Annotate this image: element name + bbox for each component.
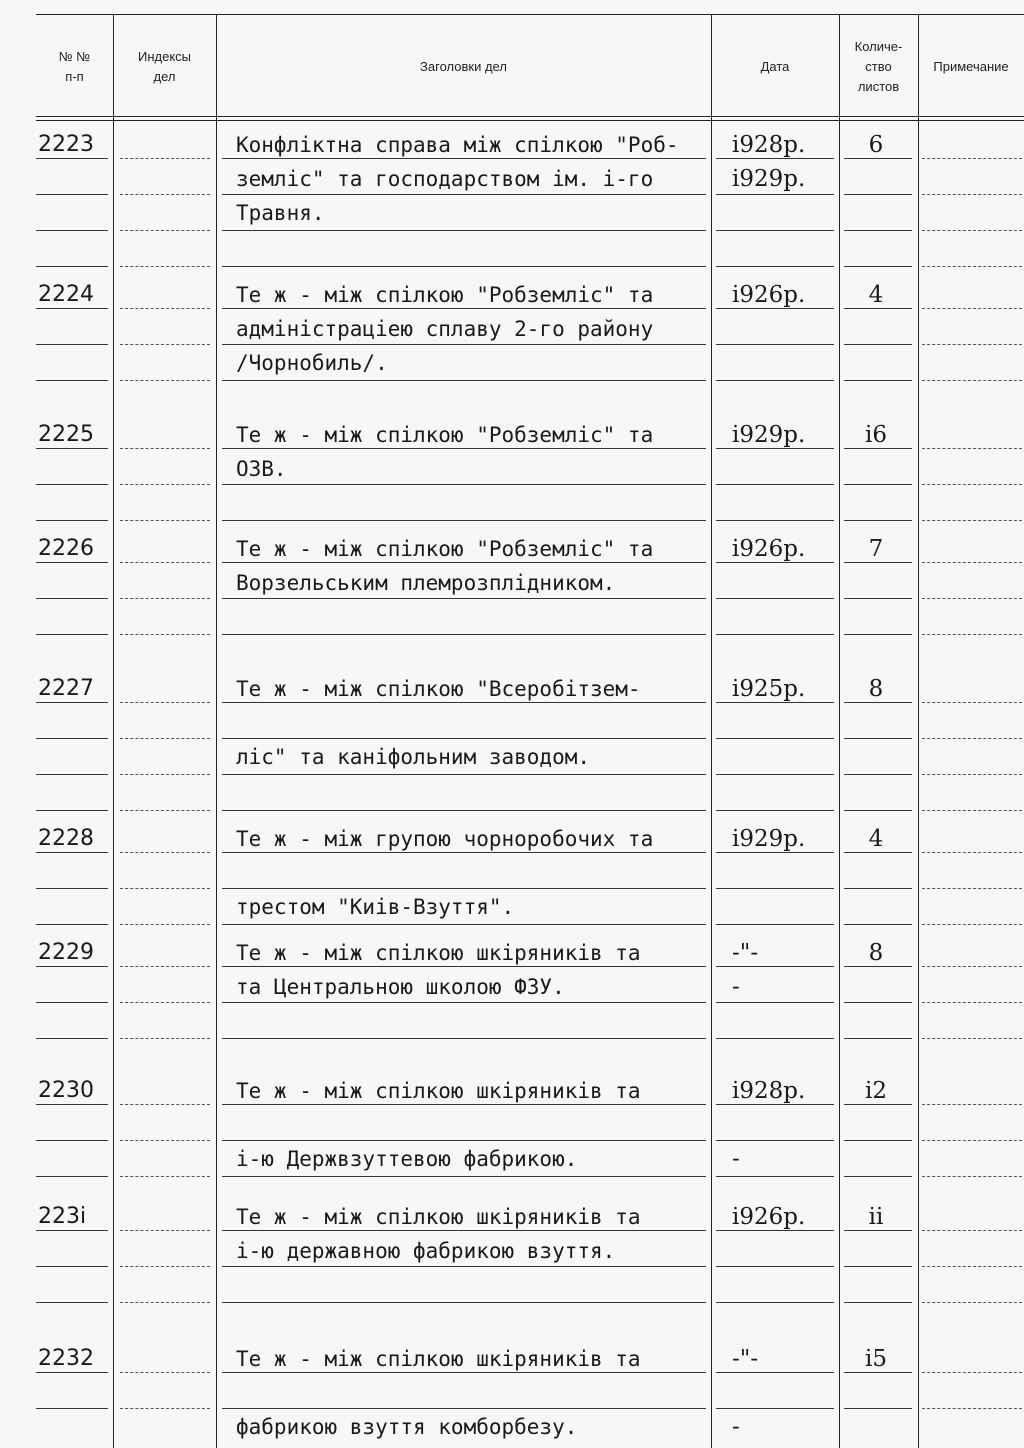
ruled-line [844,484,912,485]
ruled-line [716,774,834,775]
case-number: 223i [38,1204,87,1229]
ruled-line [120,1302,210,1303]
ruled-line [120,774,210,775]
ruled-line [36,344,108,345]
ruled-line [36,598,108,599]
ruled-line [844,966,912,967]
ruled-line [222,1038,706,1039]
case-title-line: ОЗВ. [236,457,287,481]
ruled-line [222,634,706,635]
case-date-line: i929р. [732,826,806,852]
ruled-line [222,562,706,563]
case-date-line: i929р. [732,422,806,448]
ruled-line [922,562,1022,563]
ruled-line [120,852,210,853]
ruled-line [36,484,108,485]
ruled-line [222,344,706,345]
ruled-line [36,1002,108,1003]
case-date-line: i928р. [732,1078,806,1104]
ruled-line [36,888,108,889]
case-date [732,1074,832,1176]
ruled-line [716,738,834,739]
ruled-line [120,158,210,159]
ruled-line [922,308,1022,309]
ruled-line [844,344,912,345]
ruled-line [716,380,834,381]
case-date-line: i926р. [732,282,806,308]
ruled-line [36,1104,108,1105]
header-quantity: Количе- ство листов [854,39,903,94]
case-title-line: адмiнiстрацiею сплаву 2-го району [236,317,654,341]
ruled-line [222,702,706,703]
ruled-line [922,230,1022,231]
ruled-line [922,702,1022,703]
sheet-count: 4 [868,826,884,852]
header-date: Дата [760,59,790,74]
header-index: Индексы дел [137,49,191,84]
ruled-line [120,888,210,889]
ruled-line [222,774,706,775]
sheet-count: 7 [868,536,884,562]
case-title-line: Те ж - мiж спiлкою шкiряникiв та [236,1347,641,1371]
ruled-line [716,1230,834,1231]
ruled-line [36,230,108,231]
ruled-line [120,266,210,267]
ruled-line [844,774,912,775]
ruled-line [716,888,834,889]
case-title [236,1074,706,1176]
ruled-line [844,924,912,925]
case-title [236,936,706,1004]
ruled-line [844,158,912,159]
ruled-line [844,1038,912,1039]
case-title [236,672,706,774]
case-number: 2228 [38,826,94,851]
ruled-line [36,966,108,967]
case-title [236,1342,706,1444]
ruled-line [120,634,210,635]
case-title-line: Конфлiктна справа мiж спiлкою "Роб- [236,133,679,157]
ruled-line [222,266,706,267]
ruled-line [36,380,108,381]
ruled-line [922,1140,1022,1141]
case-date [732,278,832,312]
ruled-line [222,852,706,853]
ruled-line [36,308,108,309]
ruled-line [716,1140,834,1141]
case-number: 2226 [38,536,94,561]
ruled-line [922,924,1022,925]
ruled-line [120,194,210,195]
ruled-line [120,448,210,449]
ruled-line [120,344,210,345]
ruled-line [922,266,1022,267]
ruled-line [222,1266,706,1267]
ruled-line [922,520,1022,521]
case-date-line: -"- [732,940,759,966]
ruled-line [36,1176,108,1177]
ruled-line [844,888,912,889]
ruled-line [844,562,912,563]
ruled-line [222,484,706,485]
ruled-line [120,738,210,739]
ruled-line [222,888,706,889]
ruled-line [922,448,1022,449]
case-number: 2224 [38,282,94,307]
ruled-line [716,194,834,195]
case-date [732,128,832,196]
ruled-line [36,774,108,775]
ruled-line [716,1176,834,1177]
ruled-line [222,1002,706,1003]
ruled-line [716,1302,834,1303]
ruled-line [844,1002,912,1003]
ruled-line [716,158,834,159]
case-title-line: Травня. [236,201,325,225]
ruled-line [844,1230,912,1231]
ruled-line [844,1266,912,1267]
ruled-line [716,1372,834,1373]
case-date [732,1200,832,1234]
sheet-count: ii [868,1204,884,1230]
case-title-line: Те ж - мiж групою чорноробочих та [236,827,654,851]
case-title-line: Те ж - мiж спiлкою шкiряникiв та [236,1205,641,1229]
ruled-line [716,308,834,309]
case-title-line: Ворзельським племрозплiдником. [236,571,616,595]
ruled-line [120,484,210,485]
ruled-line [222,380,706,381]
case-date-line [732,1108,832,1142]
case-title-line: Те ж - мiж спiлкою шкiряникiв та [236,1079,641,1103]
case-title [236,418,706,486]
case-title-line: Те ж - мiж спiлкою "Робземлiс" та [236,537,654,561]
sheet-count: 6 [868,132,884,158]
sheet-count: i5 [865,1346,887,1372]
ruled-line [120,1176,210,1177]
ruled-line [844,810,912,811]
ruled-line [222,448,706,449]
case-title-line [236,1376,706,1410]
ruled-line [120,1002,210,1003]
ruled-line [716,448,834,449]
ruled-line [120,1372,210,1373]
ruled-line [844,1176,912,1177]
ruled-line [922,484,1022,485]
case-title [236,1200,706,1268]
ruled-line [36,634,108,635]
ruled-line [716,1002,834,1003]
ruled-line [844,194,912,195]
ruled-line [922,1408,1022,1409]
case-title-line: землiс" та господарством iм. i-го [236,167,654,191]
ruled-line [844,702,912,703]
ruled-line [844,1140,912,1141]
ruled-line [120,810,210,811]
case-title-line: трестом "Киiв-Взуття". [236,895,515,919]
case-date [732,822,832,856]
case-title-line [236,1108,706,1142]
ruled-line [36,702,108,703]
case-title-line: Те ж - мiж спiлкою "Всеробiтзем- [236,677,641,701]
ruled-line [716,230,834,231]
case-number: 2227 [38,676,94,701]
ruled-line [922,1038,1022,1039]
case-title-line: лiс" та канiфольним заводом. [236,745,591,769]
ruled-line [222,230,706,231]
ruled-line [922,194,1022,195]
ruled-line [36,448,108,449]
case-date-line: i925р. [732,676,806,702]
case-date-line: i926р. [732,1204,806,1230]
ruled-line [36,194,108,195]
ruled-line [922,1230,1022,1231]
case-date-line: - [732,1146,740,1172]
ruled-line [222,738,706,739]
ruled-line [36,1372,108,1373]
case-date [732,418,832,452]
ruled-line [716,702,834,703]
ruled-line [120,1230,210,1231]
ruled-line [222,308,706,309]
ruled-line [716,484,834,485]
case-title [236,532,706,600]
ruled-line [222,520,706,521]
ruled-line [922,852,1022,853]
case-title-line: Те ж - мiж спiлкою "Робземлiс" та [236,423,654,447]
case-title-line: Те ж - мiж спiлкою шкiряникiв та [236,941,641,965]
ruled-line [922,888,1022,889]
ruled-line [716,520,834,521]
ruled-line [120,308,210,309]
ruled-line [716,598,834,599]
ruled-line [120,230,210,231]
ruled-line [36,852,108,853]
ruled-line [36,158,108,159]
case-date-line [732,1376,832,1410]
case-title-line: i-ю державною фабрикою взуття. [236,1239,616,1263]
ruled-line [716,810,834,811]
case-title-line: /Чорнобиль/. [236,351,388,375]
ruled-line [120,924,210,925]
case-number: 2225 [38,422,94,447]
sheet-count: i6 [865,422,887,448]
ruled-line [922,810,1022,811]
ruled-line [36,520,108,521]
ruled-line [222,1176,706,1177]
ruled-line [120,1408,210,1409]
ruled-line [922,1176,1022,1177]
case-date-line: - [732,1414,740,1440]
ruled-line [36,1230,108,1231]
ruled-line [36,1140,108,1141]
sheet-count: 8 [868,676,884,702]
ruled-line [120,562,210,563]
ruled-line [844,852,912,853]
ruled-line [716,562,834,563]
ruled-line [222,1302,706,1303]
ruled-line [844,738,912,739]
ruled-line [844,308,912,309]
ruled-line [922,1104,1022,1105]
sheet-count: 8 [868,940,884,966]
ruled-line [844,1408,912,1409]
ruled-line [36,810,108,811]
ruled-line [844,1302,912,1303]
ruled-line [222,598,706,599]
case-title [236,822,706,924]
ruled-line [222,194,706,195]
case-title-line [236,856,706,890]
ruled-line [36,924,108,925]
case-date-line: i929р. [732,166,806,192]
ruled-line [922,598,1022,599]
ruled-line [716,266,834,267]
ruled-line [844,448,912,449]
ruled-line [716,1038,834,1039]
ruled-line [222,1104,706,1105]
ruled-line [36,266,108,267]
ruled-line [120,520,210,521]
ruled-line [844,520,912,521]
ruled-line [120,1266,210,1267]
header-number: № № п-п [58,49,91,84]
case-title-line: фабрикою взуття комборбезу. [236,1415,578,1439]
header-title: Заголовки дел [420,59,507,74]
ruled-line [922,1302,1022,1303]
ruled-line [922,634,1022,635]
ruled-line [120,702,210,703]
ruled-line [922,158,1022,159]
ruled-line [716,1104,834,1105]
case-title-line [236,706,706,740]
case-title-line: та Центральною школою ФЗУ. [236,975,565,999]
ruled-line [922,1002,1022,1003]
ruled-line [222,1372,706,1373]
ruled-line [36,1038,108,1039]
ruled-line [222,924,706,925]
case-date-line: -"- [732,1346,759,1372]
ruled-line [36,1266,108,1267]
ruled-line [922,380,1022,381]
case-title-line: i-ю Держвзуттевою фабрикою. [236,1147,578,1171]
case-number: 2229 [38,940,94,965]
ruled-line [716,852,834,853]
ruled-line [922,1266,1022,1267]
case-date-line: i926р. [732,536,806,562]
ruled-line [120,1104,210,1105]
sheet-count: i2 [865,1078,887,1104]
ruled-line [222,966,706,967]
sheet-count: 4 [868,282,884,308]
ruled-line [222,1408,706,1409]
case-title [236,278,706,380]
ruled-line [222,1140,706,1141]
case-date [732,936,832,1004]
ruled-line [844,230,912,231]
ruled-line [36,738,108,739]
case-date [732,672,832,706]
ruled-line [36,562,108,563]
ruled-line [120,380,210,381]
ruled-line [36,1302,108,1303]
ruled-line [222,810,706,811]
ruled-line [922,1372,1022,1373]
case-title-line: Те ж - мiж спiлкою "Робземлiс" та [236,283,654,307]
case-number: 2232 [38,1346,94,1371]
case-title [236,128,706,230]
case-number: 2223 [38,132,94,157]
ruled-line [844,266,912,267]
ruled-line [222,158,706,159]
ruled-line [844,1372,912,1373]
case-date-line: i928р. [732,132,806,158]
ruled-line [716,1408,834,1409]
ruled-line [222,1230,706,1231]
ruled-line [844,380,912,381]
case-date-line: - [732,974,740,1000]
ruled-line [922,774,1022,775]
ruled-line [36,1408,108,1409]
header-note: Примечание [933,59,1009,74]
ruled-line [922,966,1022,967]
ruled-line [922,738,1022,739]
ruled-line [844,634,912,635]
ruled-line [120,1038,210,1039]
ruled-line [120,598,210,599]
ruled-line [716,634,834,635]
ruled-line [844,1104,912,1105]
ruled-line [120,966,210,967]
case-date [732,1342,832,1444]
case-date [732,532,832,566]
ruled-line [120,1140,210,1141]
ruled-line [844,598,912,599]
ruled-line [716,924,834,925]
ruled-line [716,966,834,967]
ruled-line [922,344,1022,345]
ruled-line [716,1266,834,1267]
case-number: 2230 [38,1078,94,1103]
ruled-line [716,344,834,345]
